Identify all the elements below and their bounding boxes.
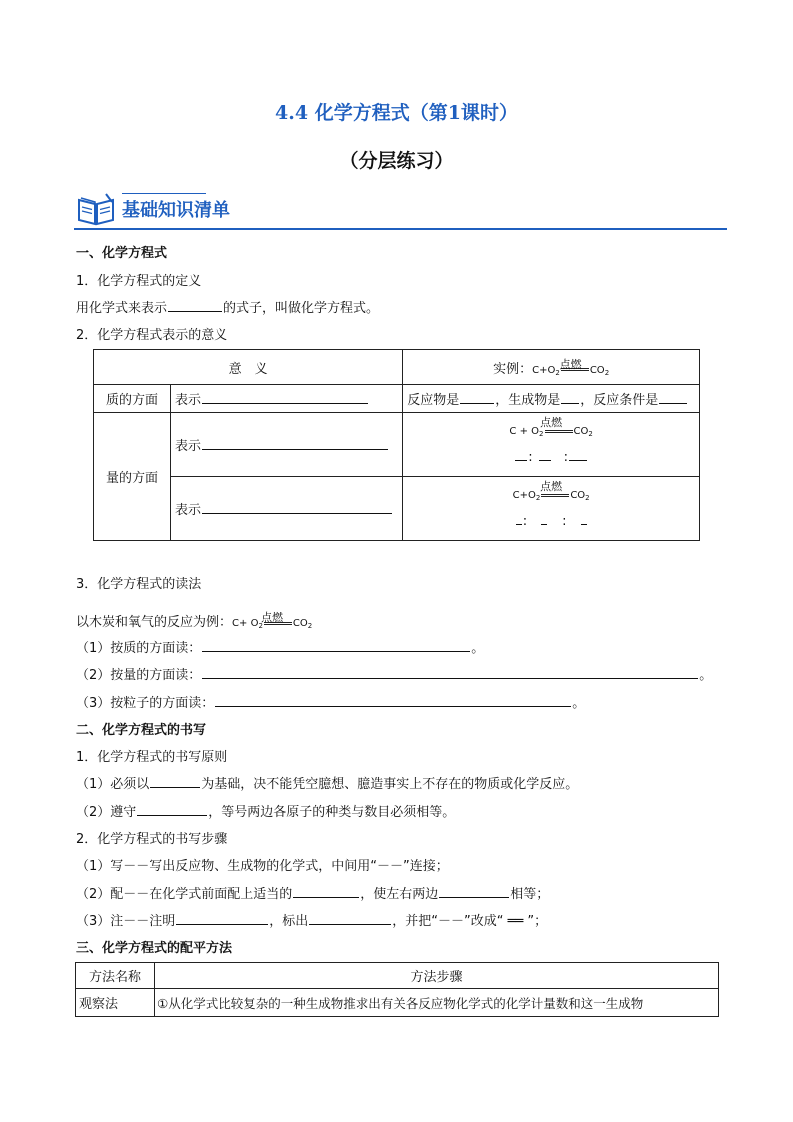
example-col-header: 实例：$C+O_2$ 点燃 $CO_2$ bbox=[403, 350, 700, 385]
principle-2: （2）遵守 ，等号两边各原子的种类与数目必须相等。 bbox=[76, 801, 455, 820]
meaning-col-header: 意 义 bbox=[94, 350, 403, 385]
particle-ratio-blank-3[interactable] bbox=[581, 511, 587, 525]
reading-particle-blank[interactable] bbox=[215, 693, 571, 707]
equation: $C + O_2$ 点燃 $CO_2$ bbox=[509, 416, 593, 438]
part2-s1-title: 1．化学方程式的书写原则 bbox=[76, 750, 228, 765]
particle-ratio-blank-1[interactable] bbox=[516, 511, 522, 525]
row-quantity-example-2: $C+O_2$ 点燃 $CO_2$ : : bbox=[403, 477, 700, 541]
step-balance-blank-2[interactable] bbox=[439, 884, 509, 898]
method-steps-cell: ①从化学式比较复杂的一种生成物推求出有关各反应物化学式的化学计量数和这一生成物 bbox=[155, 989, 719, 1017]
step-balance: （2）配－－在化学式前面配上适当的 ，使左右两边 相等； bbox=[76, 883, 549, 902]
part1-s1-title: 1．化学方程式的定义 bbox=[76, 274, 202, 289]
mass-ratio-blank-3[interactable] bbox=[569, 447, 587, 461]
row-quality-example: 反应物是 ，生成物是 ，反应条件是 bbox=[403, 385, 700, 413]
section-divider bbox=[74, 228, 727, 230]
mass-ratio-blank-2[interactable] bbox=[539, 447, 551, 461]
reading-particle: （3）按粒子的方面读： 。 bbox=[76, 692, 585, 711]
part1-s2-title: 2．化学方程式表示的意义 bbox=[76, 328, 228, 343]
step-balance-blank-1[interactable] bbox=[293, 884, 359, 898]
quality-meaning-blank[interactable] bbox=[202, 390, 368, 404]
equation: $C+O_2$ 点燃 $CO_2$ bbox=[532, 357, 610, 377]
row-quantity-label: 量的方面 bbox=[94, 413, 171, 541]
quantity-meaning-blank-1[interactable] bbox=[202, 436, 388, 450]
method-steps-header: 方法步骤 bbox=[155, 963, 719, 989]
reading-quantity: （2）按量的方面读： 。 bbox=[76, 664, 712, 683]
reading-example: 以木炭和氧气的反应为例：$C+ O_2$ 点燃 $CO_2$ bbox=[76, 611, 313, 630]
step-note-blank-2[interactable] bbox=[309, 911, 391, 925]
reactant-blank[interactable] bbox=[460, 390, 494, 404]
principle-1: （1）必须以 为基础，决不能凭空臆想、臆造事实上不存在的物质或化学反应。 bbox=[76, 773, 578, 792]
part2-heading: 二、化学方程式的书写 bbox=[76, 723, 207, 738]
part2-s2-title: 2．化学方程式的书写步骤 bbox=[76, 832, 228, 847]
particle-ratio-blank-2[interactable] bbox=[541, 511, 547, 525]
reading-quality: （1）按质的方面读： 。 bbox=[76, 637, 484, 656]
row-quantity-example-1: $C + O_2$ 点燃 $CO_2$ : : bbox=[403, 413, 700, 477]
mass-ratio-blank-1[interactable] bbox=[515, 447, 527, 461]
method-name-header: 方法名称 bbox=[76, 963, 155, 989]
equation: $C+O_2$ 点燃 $CO_2$ bbox=[512, 480, 590, 502]
book-icon bbox=[76, 192, 116, 226]
definition-blank[interactable] bbox=[168, 298, 222, 312]
condition-blank[interactable] bbox=[659, 390, 687, 404]
step-note: （3）注－－注明 ，标出 ，并把“－－”改成“ ══ ”； bbox=[76, 910, 547, 929]
equation: $C+ O_2$ 点燃 $CO_2$ bbox=[232, 611, 313, 630]
row-quality-meaning: 表示 bbox=[171, 385, 403, 413]
definition-line: 用化学式来表示 的式子，叫做化学方程式。 bbox=[76, 297, 379, 316]
step-write: （1）写－－写出反应物、生成物的化学式，中间用“－－”连接； bbox=[76, 859, 449, 874]
row-quantity-meaning-2: 表示 bbox=[171, 477, 403, 541]
row-quantity-meaning-1: 表示 bbox=[171, 413, 403, 477]
row-quality-label: 质的方面 bbox=[94, 385, 171, 413]
product-blank[interactable] bbox=[561, 390, 579, 404]
reading-quality-blank[interactable] bbox=[202, 638, 470, 652]
page-title: 4.4 化学方程式（第1课时） bbox=[275, 102, 518, 124]
section-label: 基础知识清单 bbox=[122, 200, 230, 221]
method-table bbox=[75, 962, 719, 1017]
principle-1-blank[interactable] bbox=[150, 774, 200, 788]
part1-s3-title: 3．化学方程式的读法 bbox=[76, 577, 202, 592]
page-subtitle: （分层练习） bbox=[339, 150, 454, 172]
principle-2-blank[interactable] bbox=[137, 802, 207, 816]
meaning-table bbox=[93, 349, 700, 541]
quantity-meaning-blank-2[interactable] bbox=[202, 500, 392, 514]
method-name-cell: 观察法 bbox=[76, 989, 155, 1017]
part3-heading: 三、化学方程式的配平方法 bbox=[76, 941, 233, 956]
step-note-blank-1[interactable] bbox=[176, 911, 268, 925]
section-header bbox=[74, 190, 727, 232]
reading-quantity-blank[interactable] bbox=[202, 665, 698, 679]
part1-heading: 一、化学方程式 bbox=[76, 246, 168, 261]
